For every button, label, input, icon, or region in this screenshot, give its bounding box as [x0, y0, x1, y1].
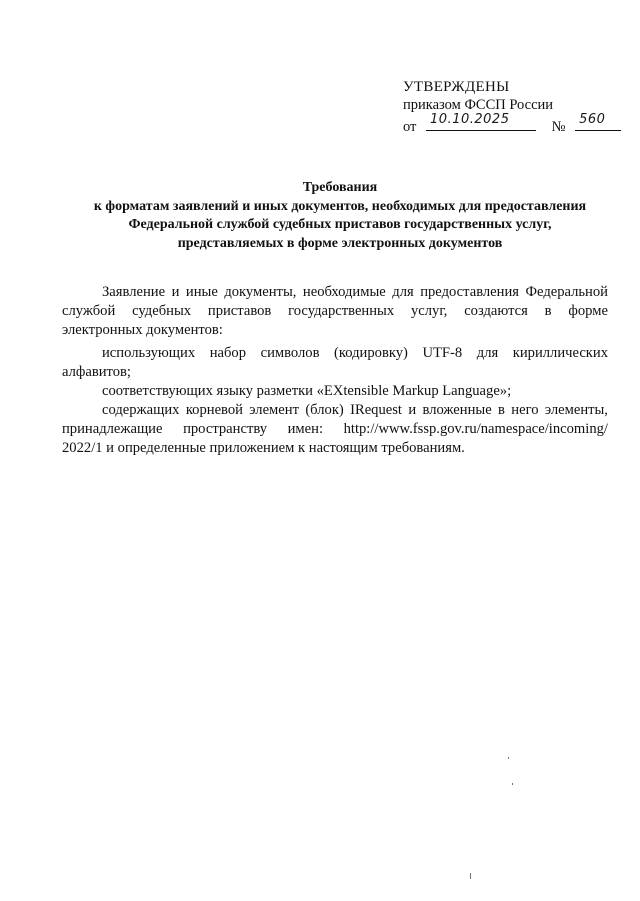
date-blank: [426, 114, 536, 131]
word: и: [408, 402, 417, 418]
word: корневой: [185, 402, 243, 418]
word: услуг,: [411, 303, 448, 319]
p4-line-1: [62, 401, 608, 420]
word: в: [544, 303, 552, 319]
title-line-2: Федеральной службой судебных приставов государственных услуг,: [128, 217, 552, 232]
word: символов: [260, 345, 320, 361]
word: государственных: [288, 303, 395, 319]
word: элементы,: [544, 402, 608, 418]
word: службой: [62, 303, 116, 319]
p4-line-3: 2022/1 и определенные приложением к настоящим требованиям.: [62, 440, 465, 456]
word: в: [498, 402, 505, 418]
document-body: [62, 283, 608, 458]
scan-speck: [512, 783, 513, 785]
order-reference: приказом ФССП России: [403, 97, 554, 113]
approval-stamp: [403, 78, 621, 136]
p1-line-3: электронных документов:: [62, 322, 223, 338]
handwritten-number: 560: [579, 112, 606, 127]
word: создаются: [464, 303, 528, 319]
word: (кодировку): [334, 345, 408, 361]
scan-speck: [508, 757, 509, 759]
p1-line-2: [62, 302, 608, 321]
number-blank: [575, 114, 621, 131]
p2-line-1: [62, 344, 608, 363]
handwritten-date: 10.10.2025: [430, 112, 510, 127]
word: UTF-8: [422, 345, 463, 361]
word: набор: [209, 345, 247, 361]
title-heading: Требования: [302, 180, 378, 195]
number-sign: №: [551, 119, 566, 135]
word: необходимые: [302, 284, 386, 300]
word: Федеральной: [525, 284, 608, 300]
title-line-3: представляемых в форме электронных документов: [177, 235, 503, 251]
paragraph-4: [62, 401, 608, 458]
p4-line-2: [62, 420, 608, 439]
word: вложенные: [422, 402, 492, 418]
date-prefix: от: [403, 119, 417, 135]
word: кириллических: [512, 345, 608, 361]
word: него: [511, 402, 539, 418]
word: элемент: [249, 402, 299, 418]
word: для: [392, 284, 414, 300]
word: документы,: [224, 284, 297, 300]
word: судебных: [132, 303, 192, 319]
word: приставов: [207, 303, 272, 319]
p2-line-2: алфавитов;: [62, 364, 131, 380]
word: имен:: [287, 421, 323, 437]
word: Заявление: [102, 284, 166, 300]
approved-label: УТВЕРЖДЕНЫ: [403, 79, 510, 95]
p1-line-1: [62, 283, 608, 302]
word: http://www.fssp.gov.ru/namespace/incoming/: [343, 421, 608, 437]
word: пространству: [183, 421, 268, 437]
word: использующих: [102, 345, 196, 361]
order-date-number-line: [403, 114, 621, 136]
p3-line-1: соответствующих языку разметки «EXtensible Markup Language»;: [102, 383, 512, 399]
word: форме: [568, 303, 608, 319]
document-title: [40, 179, 640, 253]
paragraph-3: [62, 382, 608, 401]
title-line-1: к форматам заявлений и иных документов, необходимых для предоставления: [93, 198, 587, 214]
paragraph-1: [62, 283, 608, 340]
paragraph-2: [62, 344, 608, 382]
word: предоставления: [420, 284, 519, 300]
word: иные: [185, 284, 218, 300]
word: (блок): [305, 402, 344, 418]
scan-speck: [470, 873, 471, 879]
word: и: [171, 284, 180, 300]
word: для: [476, 345, 499, 361]
word: принадлежащие: [62, 421, 163, 437]
word: содержащих: [102, 402, 180, 418]
word: IRequest: [350, 402, 402, 418]
